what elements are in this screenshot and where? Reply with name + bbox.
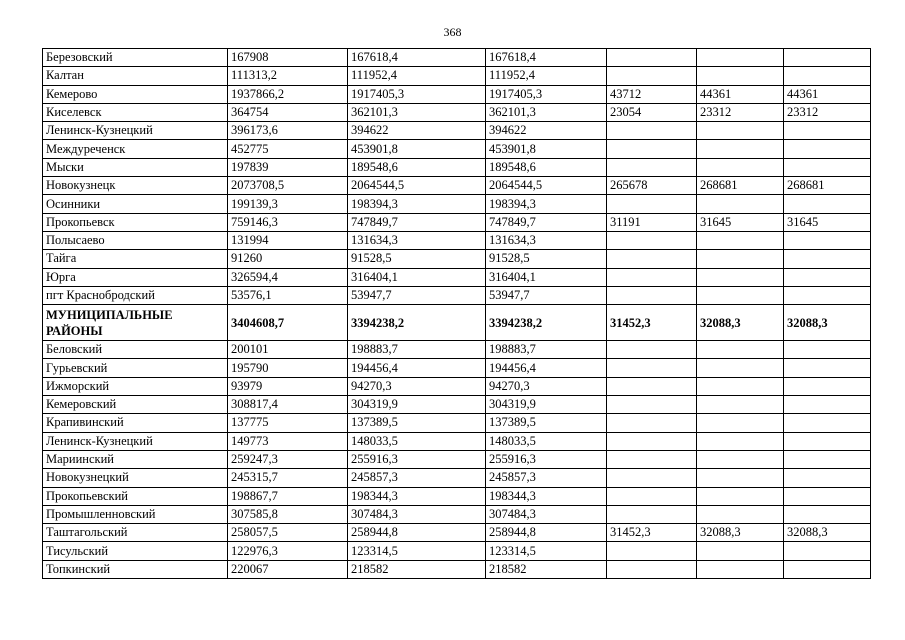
value-cell [607,560,697,578]
value-cell: 396173,6 [228,122,348,140]
value-cell [697,432,784,450]
value-cell: 23054 [607,103,697,121]
value-cell: 245857,3 [486,469,607,487]
value-cell: 218582 [348,560,486,578]
value-cell [784,140,871,158]
table-row [43,177,871,195]
value-cell [697,49,784,67]
value-cell [607,450,697,468]
value-cell: 44361 [784,85,871,103]
value-cell [607,158,697,176]
table-row [43,359,871,377]
value-cell [607,250,697,268]
value-cell: 137389,5 [486,414,607,432]
value-cell: 53947,7 [348,286,486,304]
value-cell [697,469,784,487]
table-row [43,414,871,432]
total-value-cell: 3394238,2 [348,305,486,341]
value-cell: 198344,3 [486,487,607,505]
value-cell [697,268,784,286]
value-cell [697,231,784,249]
value-cell [697,67,784,85]
value-cell: 265678 [607,177,697,195]
table-row [43,231,871,249]
value-cell [697,414,784,432]
value-cell: 259247,3 [228,450,348,468]
value-cell: 220067 [228,560,348,578]
value-cell: 94270,3 [486,377,607,395]
value-cell: 111313,2 [228,67,348,85]
table-row [43,67,871,85]
value-cell: 245857,3 [348,469,486,487]
municipality-name: Юрга [43,268,228,286]
value-cell: 362101,3 [486,103,607,121]
value-cell: 137775 [228,414,348,432]
value-cell [607,268,697,286]
value-cell: 148033,5 [348,432,486,450]
table-row [43,286,871,304]
value-cell [784,268,871,286]
value-cell: 194456,4 [486,359,607,377]
value-cell: 268681 [784,177,871,195]
value-cell: 258944,8 [486,524,607,542]
value-cell [784,542,871,560]
value-cell: 32088,3 [697,524,784,542]
value-cell: 198394,3 [486,195,607,213]
value-cell [784,432,871,450]
value-cell [784,195,871,213]
value-cell [784,49,871,67]
table-row [43,268,871,286]
value-cell [607,396,697,414]
municipality-name: Полысаево [43,231,228,249]
municipality-name: Мыски [43,158,228,176]
value-cell [784,359,871,377]
budget-table [42,48,871,579]
value-cell: 304319,9 [486,396,607,414]
table-row [43,85,871,103]
value-cell: 189548,6 [348,158,486,176]
value-cell: 167618,4 [348,49,486,67]
value-cell: 122976,3 [228,542,348,560]
value-cell: 91260 [228,250,348,268]
value-cell: 53947,7 [486,286,607,304]
value-cell: 394622 [348,122,486,140]
section-title: МУНИЦИПАЛЬНЫЕ РАЙОНЫ [43,305,228,341]
table-row [43,49,871,67]
value-cell [697,195,784,213]
value-cell [607,359,697,377]
value-cell [784,414,871,432]
municipality-name: Осинники [43,195,228,213]
value-cell: 258944,8 [348,524,486,542]
table-row [43,396,871,414]
total-value-cell: 3394238,2 [486,305,607,341]
value-cell: 111952,4 [348,67,486,85]
value-cell: 43712 [607,85,697,103]
value-cell: 394622 [486,122,607,140]
table-row [43,450,871,468]
value-cell [697,560,784,578]
municipality-name: Калтан [43,67,228,85]
value-cell: 326594,4 [228,268,348,286]
table-row [43,377,871,395]
value-cell: 307484,3 [486,505,607,523]
value-cell: 453901,8 [348,140,486,158]
value-cell: 2064544,5 [486,177,607,195]
value-cell [607,122,697,140]
municipality-name: Прокопьевск [43,213,228,231]
table-row [43,524,871,542]
value-cell: 167908 [228,49,348,67]
value-cell: 364754 [228,103,348,121]
municipality-name: Новокузнецк [43,177,228,195]
value-cell [607,377,697,395]
value-cell [784,505,871,523]
value-cell [784,450,871,468]
value-cell: 91528,5 [486,250,607,268]
value-cell: 198867,7 [228,487,348,505]
table-row [43,542,871,560]
table-row [43,505,871,523]
value-cell: 31645 [697,213,784,231]
table-row [43,122,871,140]
value-cell [607,231,697,249]
municipality-name: Прокопьевский [43,487,228,505]
section-total-row [43,305,871,341]
value-cell [697,122,784,140]
value-cell: 304319,9 [348,396,486,414]
table-row [43,469,871,487]
value-cell [784,286,871,304]
value-cell: 195790 [228,359,348,377]
table-row [43,140,871,158]
value-cell: 198883,7 [486,341,607,359]
value-cell: 167618,4 [486,49,607,67]
value-cell [784,158,871,176]
table-row [43,195,871,213]
total-value-cell: 3404608,7 [228,305,348,341]
value-cell: 111952,4 [486,67,607,85]
value-cell [607,67,697,85]
value-cell [784,377,871,395]
value-cell [607,195,697,213]
value-cell [784,560,871,578]
value-cell: 197839 [228,158,348,176]
municipality-name: Мариинский [43,450,228,468]
value-cell: 255916,3 [486,450,607,468]
value-cell: 123314,5 [486,542,607,560]
value-cell: 200101 [228,341,348,359]
value-cell: 2073708,5 [228,177,348,195]
value-cell: 307585,8 [228,505,348,523]
municipality-name: Топкинский [43,560,228,578]
value-cell [697,450,784,468]
value-cell: 32088,3 [784,524,871,542]
value-cell: 131634,3 [486,231,607,249]
table-row [43,213,871,231]
value-cell: 149773 [228,432,348,450]
value-cell: 1937866,2 [228,85,348,103]
value-cell [697,542,784,560]
value-cell [784,487,871,505]
municipality-name: Ленинск-Кузнецкий [43,432,228,450]
value-cell: 194456,4 [348,359,486,377]
total-value-cell: 32088,3 [784,305,871,341]
municipality-name: Кемеровский [43,396,228,414]
value-cell [607,487,697,505]
value-cell [784,250,871,268]
value-cell: 747849,7 [348,213,486,231]
value-cell: 94270,3 [348,377,486,395]
value-cell: 123314,5 [348,542,486,560]
value-cell [784,67,871,85]
value-cell [697,286,784,304]
total-value-cell: 32088,3 [697,305,784,341]
table-row [43,487,871,505]
value-cell: 131994 [228,231,348,249]
value-cell [697,341,784,359]
value-cell [697,158,784,176]
municipality-name: Березовский [43,49,228,67]
value-cell [784,341,871,359]
value-cell [607,469,697,487]
value-cell [697,505,784,523]
value-cell: 362101,3 [348,103,486,121]
value-cell: 747849,7 [486,213,607,231]
page-number: 368 [443,25,462,39]
value-cell: 307484,3 [348,505,486,523]
value-cell: 199139,3 [228,195,348,213]
value-cell [697,396,784,414]
municipality-name: Тайга [43,250,228,268]
total-value-cell: 31452,3 [607,305,697,341]
value-cell [784,122,871,140]
value-cell: 91528,5 [348,250,486,268]
value-cell: 268681 [697,177,784,195]
value-cell [697,359,784,377]
table-row [43,560,871,578]
value-cell [607,286,697,304]
value-cell [607,341,697,359]
value-cell: 453901,8 [486,140,607,158]
value-cell: 23312 [697,103,784,121]
value-cell: 93979 [228,377,348,395]
value-cell: 31645 [784,213,871,231]
municipality-name: Ленинск-Кузнецкий [43,122,228,140]
value-cell: 759146,3 [228,213,348,231]
municipality-name: Кемерово [43,85,228,103]
value-cell [607,542,697,560]
value-cell [607,414,697,432]
table-row [43,250,871,268]
table-row [43,158,871,176]
value-cell: 148033,5 [486,432,607,450]
value-cell: 189548,6 [486,158,607,176]
municipality-name: Беловский [43,341,228,359]
value-cell [697,250,784,268]
value-cell: 218582 [486,560,607,578]
value-cell: 131634,3 [348,231,486,249]
value-cell [607,432,697,450]
municipality-name: пгт Краснобродский [43,286,228,304]
value-cell: 308817,4 [228,396,348,414]
value-cell [784,231,871,249]
table-row [43,103,871,121]
value-cell: 255916,3 [348,450,486,468]
value-cell [607,49,697,67]
value-cell: 316404,1 [348,268,486,286]
municipality-name: Тисульский [43,542,228,560]
value-cell: 452775 [228,140,348,158]
value-cell [784,469,871,487]
municipality-name: Таштагольский [43,524,228,542]
table-row [43,432,871,450]
value-cell: 258057,5 [228,524,348,542]
value-cell: 137389,5 [348,414,486,432]
value-cell: 1917405,3 [486,85,607,103]
municipality-name: Киселевск [43,103,228,121]
value-cell: 2064544,5 [348,177,486,195]
value-cell [607,505,697,523]
value-cell: 198394,3 [348,195,486,213]
value-cell: 1917405,3 [348,85,486,103]
municipality-name: Междуреченск [43,140,228,158]
value-cell: 23312 [784,103,871,121]
value-cell: 44361 [697,85,784,103]
municipality-name: Промышленновский [43,505,228,523]
value-cell: 31191 [607,213,697,231]
value-cell: 198883,7 [348,341,486,359]
value-cell: 198344,3 [348,487,486,505]
value-cell [697,140,784,158]
value-cell [607,140,697,158]
municipality-name: Гурьевский [43,359,228,377]
value-cell [784,396,871,414]
municipality-name: Крапивинский [43,414,228,432]
table-row [43,341,871,359]
value-cell: 245315,7 [228,469,348,487]
municipality-name: Ижморский [43,377,228,395]
value-cell [697,377,784,395]
value-cell: 53576,1 [228,286,348,304]
value-cell: 316404,1 [486,268,607,286]
value-cell [697,487,784,505]
value-cell: 31452,3 [607,524,697,542]
municipality-name: Новокузнецкий [43,469,228,487]
